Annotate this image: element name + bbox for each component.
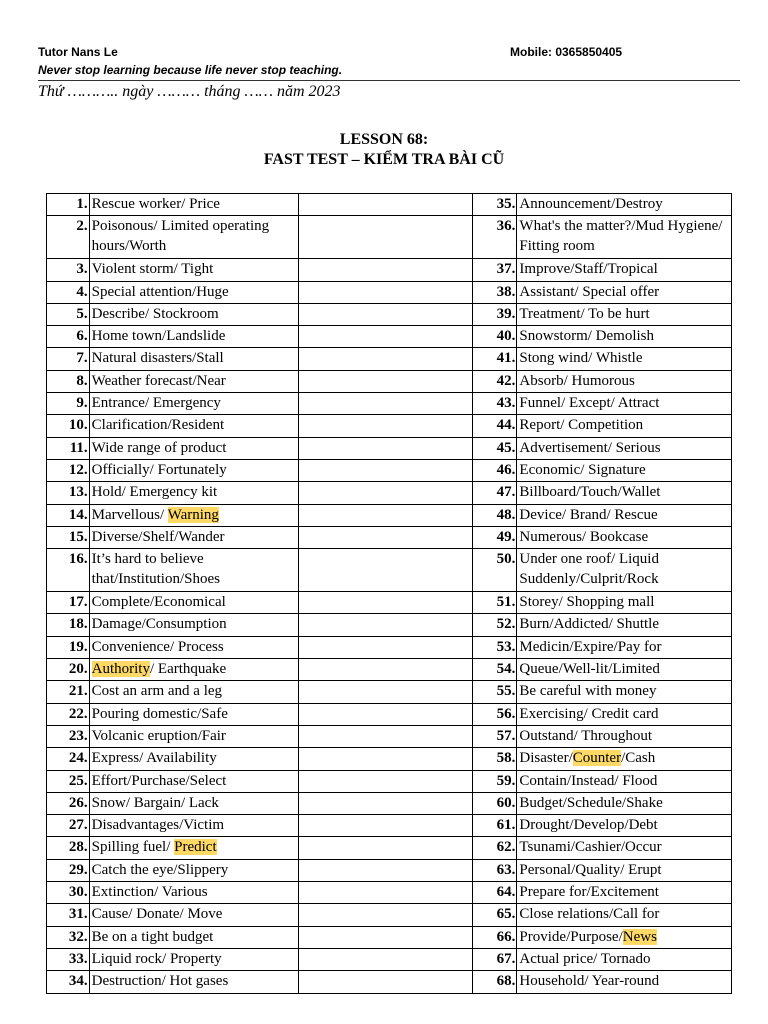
table-row	[47, 437, 732, 459]
item-text-part: /Cash	[621, 750, 656, 767]
item-text: Burn/Addicted/ Shuttle	[517, 614, 732, 636]
item-number: 42.	[473, 370, 517, 392]
item-text: Treatment/ To be hurt	[517, 303, 732, 325]
item-text: Exercising/ Credit card	[517, 703, 732, 725]
mobile-number: Mobile: 0365850405	[510, 45, 623, 59]
item-number: 48.	[473, 504, 517, 526]
item-text: Snowstorm/ Demolish	[517, 326, 732, 348]
date-line: Thứ ……….. ngày ……… tháng …… năm 2023	[38, 83, 341, 100]
empty-cell	[299, 837, 473, 859]
table-row	[47, 259, 732, 281]
item-number: 37.	[473, 259, 517, 281]
table-row	[47, 549, 732, 592]
table-row	[47, 415, 732, 437]
item-number: 7.	[47, 348, 90, 370]
item-number: 38.	[473, 281, 517, 303]
item-number: 39.	[473, 303, 517, 325]
item-number: 50.	[473, 549, 517, 592]
item-text: Rescue worker/ Price	[89, 194, 298, 216]
item-number: 67.	[473, 948, 517, 970]
item-text: Personal/Quality/ Erupt	[517, 859, 732, 881]
item-text: Queue/Well-lit/Limited	[517, 659, 732, 681]
item-number: 53.	[473, 636, 517, 658]
item-text: Absorb/ Humorous	[517, 370, 732, 392]
empty-cell	[299, 459, 473, 481]
item-number: 10.	[47, 415, 90, 437]
item-text: Close relations/Call for	[517, 904, 732, 926]
item-text: It’s hard to believe that/Institution/Shoes	[89, 549, 298, 592]
item-number: 18.	[47, 614, 90, 636]
highlighted-word: Warning	[167, 506, 219, 523]
highlighted-word: Predict	[174, 839, 217, 856]
empty-cell	[299, 437, 473, 459]
table-row	[47, 748, 732, 770]
empty-cell	[299, 815, 473, 837]
item-number: 34.	[47, 971, 90, 993]
item-text: Storey/ Shopping mall	[517, 592, 732, 614]
item-text	[89, 504, 298, 526]
item-text: Prepare for/Excitement	[517, 882, 732, 904]
item-text: Catch the eye/Slippery	[89, 859, 298, 881]
item-number: 32.	[47, 926, 90, 948]
item-number: 49.	[473, 526, 517, 548]
item-number: 61.	[473, 815, 517, 837]
item-number: 11.	[47, 437, 90, 459]
table-row	[47, 592, 732, 614]
table-row	[47, 659, 732, 681]
motto: Never stop learning because life never stop teaching.	[38, 63, 343, 77]
item-text: Household/ Year-round	[517, 971, 732, 993]
item-number: 33.	[47, 948, 90, 970]
table-row	[47, 703, 732, 725]
item-text: Volcanic eruption/Fair	[89, 725, 298, 747]
item-number: 56.	[473, 703, 517, 725]
item-text-part: / Earthquake	[149, 661, 227, 678]
lesson-title: LESSON 68:	[339, 131, 429, 148]
header-rule	[38, 80, 740, 81]
item-text	[89, 659, 298, 681]
item-text: Wide range of product	[89, 437, 298, 459]
item-number: 5.	[47, 303, 90, 325]
item-text: Tsunami/Cashier/Occur	[517, 837, 732, 859]
item-text: Drought/Develop/Debt	[517, 815, 732, 837]
item-number: 17.	[47, 592, 90, 614]
item-text: Weather forecast/Near	[89, 370, 298, 392]
item-number: 65.	[473, 904, 517, 926]
table-row	[47, 370, 732, 392]
item-text: Be careful with money	[517, 681, 732, 703]
table-row	[47, 859, 732, 881]
table-row	[47, 725, 732, 747]
empty-cell	[299, 636, 473, 658]
item-text: Violent storm/ Tight	[89, 259, 298, 281]
item-text	[89, 837, 298, 859]
item-number: 21.	[47, 681, 90, 703]
table-row	[47, 837, 732, 859]
item-number: 46.	[473, 459, 517, 481]
item-text: Poisonous/ Limited operating hours/Worth	[89, 216, 298, 259]
empty-cell	[299, 703, 473, 725]
item-number: 3.	[47, 259, 90, 281]
item-number: 51.	[473, 592, 517, 614]
table-row	[47, 882, 732, 904]
item-text: Device/ Brand/ Rescue	[517, 504, 732, 526]
empty-cell	[299, 859, 473, 881]
item-number: 19.	[47, 636, 90, 658]
item-text: Natural disasters/Stall	[89, 348, 298, 370]
item-text: Convenience/ Process	[89, 636, 298, 658]
table-row	[47, 971, 732, 993]
item-text: Under one roof/ Liquid Suddenly/Culprit/Rock	[517, 549, 732, 592]
item-number: 31.	[47, 904, 90, 926]
table-row	[47, 482, 732, 504]
item-text: Complete/Economical	[89, 592, 298, 614]
item-text	[517, 748, 732, 770]
empty-cell	[299, 526, 473, 548]
table-row	[47, 348, 732, 370]
item-number: 6.	[47, 326, 90, 348]
item-text: Report/ Competition	[517, 415, 732, 437]
item-number: 30.	[47, 882, 90, 904]
item-text: Entrance/ Emergency	[89, 393, 298, 415]
empty-cell	[299, 926, 473, 948]
empty-cell	[299, 259, 473, 281]
table-row	[47, 504, 732, 526]
empty-cell	[299, 614, 473, 636]
highlighted-word: Counter	[572, 750, 622, 767]
empty-cell	[299, 303, 473, 325]
item-number: 40.	[473, 326, 517, 348]
item-number: 12.	[47, 459, 90, 481]
item-text: Outstand/ Throughout	[517, 725, 732, 747]
item-text: What's the matter?/Mud Hygiene/ Fitting room	[517, 216, 732, 259]
table-row	[47, 681, 732, 703]
item-text: Destruction/ Hot gases	[89, 971, 298, 993]
table-row	[47, 194, 732, 216]
item-text: Advertisement/ Serious	[517, 437, 732, 459]
item-text: Home town/Landslide	[89, 326, 298, 348]
item-text: Numerous/ Bookcase	[517, 526, 732, 548]
item-number: 47.	[473, 482, 517, 504]
item-number: 55.	[473, 681, 517, 703]
lesson-subtitle: FAST TEST – KIỂM TRA BÀI CŨ	[263, 151, 505, 168]
empty-cell	[299, 370, 473, 392]
item-text: Disadvantages/Victim	[89, 815, 298, 837]
table-row	[47, 792, 732, 814]
item-text: Assistant/ Special offer	[517, 281, 732, 303]
item-text: Budget/Schedule/Shake	[517, 792, 732, 814]
item-number: 22.	[47, 703, 90, 725]
item-number: 15.	[47, 526, 90, 548]
item-number: 14.	[47, 504, 90, 526]
item-number: 25.	[47, 770, 90, 792]
item-text: Actual price/ Tornado	[517, 948, 732, 970]
table-row	[47, 526, 732, 548]
item-text: Stong wind/ Whistle	[517, 348, 732, 370]
item-text: Contain/Instead/ Flood	[517, 770, 732, 792]
table-row	[47, 904, 732, 926]
empty-cell	[299, 592, 473, 614]
empty-cell	[299, 948, 473, 970]
item-text: Economic/ Signature	[517, 459, 732, 481]
table-row	[47, 459, 732, 481]
item-number: 8.	[47, 370, 90, 392]
empty-cell	[299, 326, 473, 348]
empty-cell	[299, 549, 473, 592]
table-row	[47, 303, 732, 325]
item-text: Be on a tight budget	[89, 926, 298, 948]
item-text: Clarification/Resident	[89, 415, 298, 437]
item-text: Extinction/ Various	[89, 882, 298, 904]
item-number: 62.	[473, 837, 517, 859]
item-number: 58.	[473, 748, 517, 770]
table-row	[47, 614, 732, 636]
empty-cell	[299, 348, 473, 370]
item-number: 26.	[47, 792, 90, 814]
item-text-part: Provide/Purpose/	[519, 928, 623, 945]
item-text: Cause/ Donate/ Move	[89, 904, 298, 926]
table-row	[47, 948, 732, 970]
item-number: 16.	[47, 549, 90, 592]
item-text: Announcement/Destroy	[517, 194, 732, 216]
empty-cell	[299, 281, 473, 303]
empty-cell	[299, 770, 473, 792]
item-number: 24.	[47, 748, 90, 770]
item-text: Special attention/Huge	[89, 281, 298, 303]
item-number: 20.	[47, 659, 90, 681]
table-row	[47, 216, 732, 259]
empty-cell	[299, 393, 473, 415]
table-row	[47, 815, 732, 837]
item-number: 66.	[473, 926, 517, 948]
empty-cell	[299, 725, 473, 747]
item-number: 29.	[47, 859, 90, 881]
item-text: Billboard/Touch/Wallet	[517, 482, 732, 504]
item-number: 27.	[47, 815, 90, 837]
item-number: 45.	[473, 437, 517, 459]
item-text: Funnel/ Except/ Attract	[517, 393, 732, 415]
empty-cell	[299, 194, 473, 216]
empty-cell	[299, 482, 473, 504]
empty-cell	[299, 681, 473, 703]
item-text: Officially/ Fortunately	[89, 459, 298, 481]
item-number: 36.	[473, 216, 517, 259]
item-text: Medicin/Expire/Pay for	[517, 636, 732, 658]
item-number: 54.	[473, 659, 517, 681]
highlighted-word: Authority	[91, 661, 150, 678]
item-text: Express/ Availability	[89, 748, 298, 770]
item-number: 63.	[473, 859, 517, 881]
item-text-part: Spilling fuel/	[91, 839, 175, 856]
item-number: 28.	[47, 837, 90, 859]
table-row	[47, 281, 732, 303]
item-text-part: Disaster/	[519, 750, 573, 767]
item-text: Liquid rock/ Property	[89, 948, 298, 970]
vocabulary-table	[46, 193, 732, 994]
highlighted-word: News	[622, 928, 657, 945]
item-number: 2.	[47, 216, 90, 259]
item-number: 41.	[473, 348, 517, 370]
item-text: Describe/ Stockroom	[89, 303, 298, 325]
item-text: Improve/Staff/Tropical	[517, 259, 732, 281]
empty-cell	[299, 904, 473, 926]
tutor-name: Tutor Nans Le	[38, 45, 118, 59]
empty-cell	[299, 882, 473, 904]
item-text: Cost an arm and a leg	[89, 681, 298, 703]
item-number: 1.	[47, 194, 90, 216]
empty-cell	[299, 415, 473, 437]
table-row	[47, 636, 732, 658]
empty-cell	[299, 792, 473, 814]
item-number: 68.	[473, 971, 517, 993]
item-number: 9.	[47, 393, 90, 415]
item-text: Effort/Purchase/Select	[89, 770, 298, 792]
item-number: 4.	[47, 281, 90, 303]
item-number: 60.	[473, 792, 517, 814]
empty-cell	[299, 748, 473, 770]
item-number: 23.	[47, 725, 90, 747]
item-number: 59.	[473, 770, 517, 792]
table-row	[47, 326, 732, 348]
item-number: 64.	[473, 882, 517, 904]
item-number: 35.	[473, 194, 517, 216]
item-text	[517, 926, 732, 948]
item-text: Pouring domestic/Safe	[89, 703, 298, 725]
empty-cell	[299, 216, 473, 259]
empty-cell	[299, 504, 473, 526]
empty-cell	[299, 971, 473, 993]
table-row	[47, 770, 732, 792]
table-row	[47, 926, 732, 948]
item-text: Diverse/Shelf/Wander	[89, 526, 298, 548]
item-number: 57.	[473, 725, 517, 747]
item-number: 13.	[47, 482, 90, 504]
item-text-part: Marvellous/	[91, 506, 168, 523]
table-row	[47, 393, 732, 415]
item-number: 44.	[473, 415, 517, 437]
item-text: Damage/Consumption	[89, 614, 298, 636]
item-number: 43.	[473, 393, 517, 415]
item-text: Snow/ Bargain/ Lack	[89, 792, 298, 814]
empty-cell	[299, 659, 473, 681]
item-text: Hold/ Emergency kit	[89, 482, 298, 504]
item-number: 52.	[473, 614, 517, 636]
